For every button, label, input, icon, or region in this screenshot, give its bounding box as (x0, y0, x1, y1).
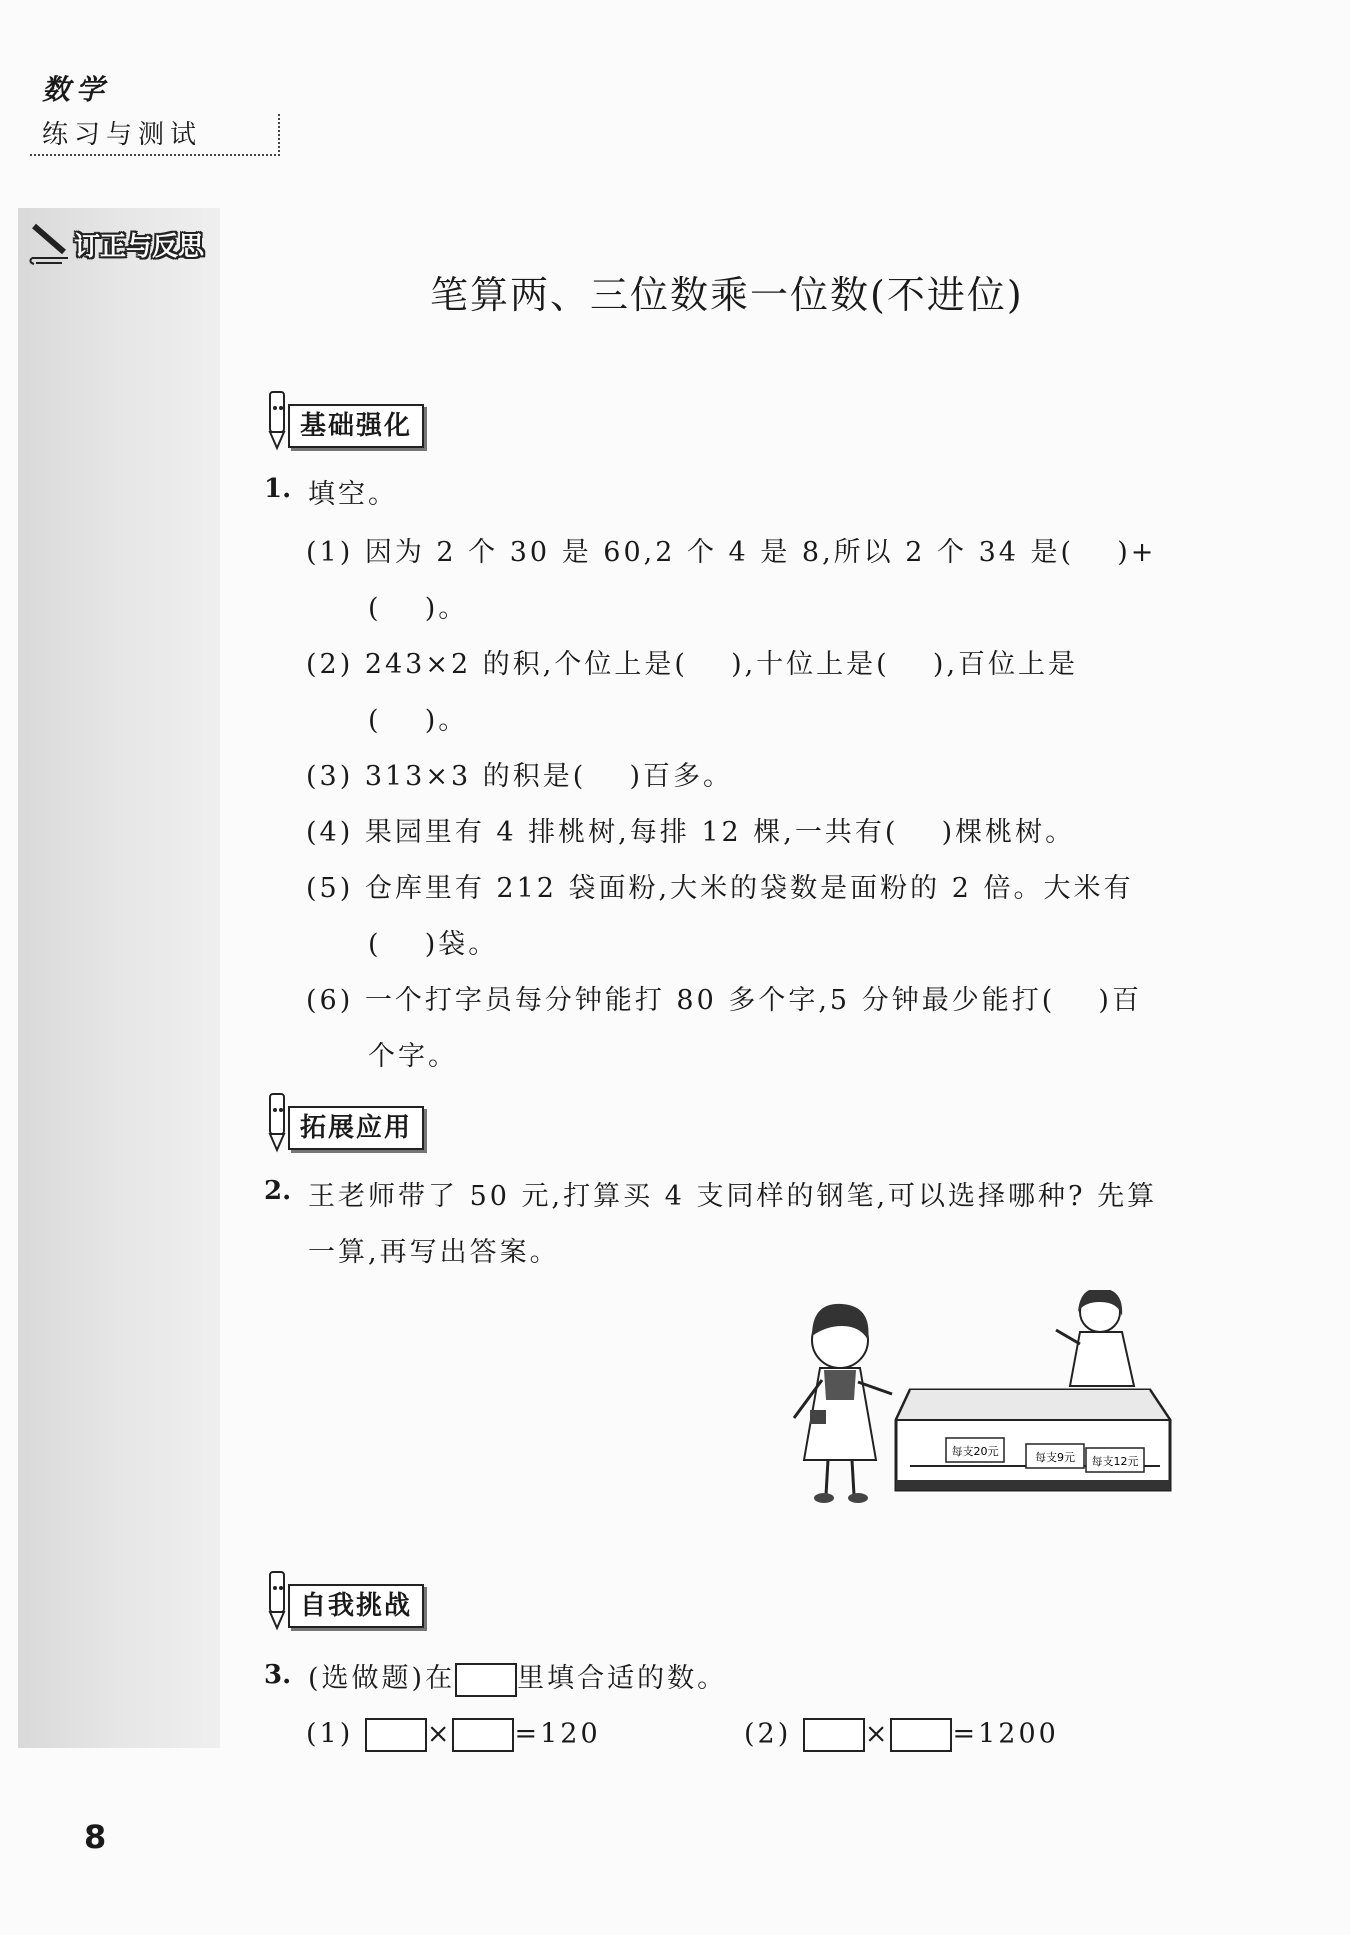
q3-part-1: (1) × =120 (306, 1718, 601, 1752)
q1-item-1-cont: ( )。 (368, 593, 469, 624)
q1-item-6-cont: 个字。 (368, 1041, 458, 1072)
pencil-icon (28, 222, 74, 266)
q1-item-5-cont: ( )袋。 (368, 929, 499, 960)
book-title: 数学 (42, 73, 111, 106)
q1-item-5: (5) 仓库里有 212 袋面粉,大米的袋数是面粉的 2 倍。大米有 (306, 873, 1134, 904)
q1-item-2-cont: ( )。 (368, 705, 469, 736)
price-tag: 每支12元 (1091, 1455, 1139, 1468)
section-basic-header (262, 388, 452, 452)
answer-box[interactable] (452, 1718, 514, 1752)
question-number: 2. (264, 1176, 292, 1206)
q3-stem: (选做题)在 里填合适的数。 (308, 1656, 727, 1697)
question-number: 1. (264, 474, 292, 504)
section-challenge-header (262, 1568, 452, 1632)
section-basic-label: 基础强化 (288, 404, 424, 448)
correction-sidebar (18, 208, 220, 1748)
answer-box[interactable] (455, 1663, 517, 1697)
price-tag: 每支9元 (1035, 1451, 1075, 1464)
section-extend-label: 拓展应用 (288, 1106, 424, 1150)
answer-box[interactable] (890, 1718, 952, 1752)
section-challenge-label: 自我挑战 (288, 1584, 424, 1628)
girl-figure (794, 1304, 892, 1503)
book-subtitle: 练习与测试 (42, 120, 203, 150)
q1-item-1: (1) 因为 2 个 30 是 60,2 个 4 是 8,所以 2 个 34 是( )+ (306, 537, 1157, 568)
page-title: 笔算两、三位数乘一位数(不进位) (430, 273, 1024, 317)
q2-line-1: 王老师带了 50 元,打算买 4 支同样的钢笔,可以选择哪种? 先算 (308, 1181, 1158, 1212)
answer-box[interactable] (365, 1718, 427, 1752)
shop-illustration (780, 1290, 1180, 1530)
q1-item-6: (6) 一个打字员每分钟能打 80 多个字,5 分钟最少能打( )百 (306, 985, 1142, 1016)
question-stem: 填空。 (308, 479, 398, 510)
sidebar-label-text: 订正与反思 (74, 232, 205, 262)
q1-item-3: (3) 313×3 的积是( )百多。 (306, 761, 734, 792)
sidebar-label (28, 222, 218, 266)
question-number: 3. (264, 1660, 292, 1690)
q2-line-2: 一算,再写出答案。 (308, 1237, 560, 1268)
q3-part-2: (2) × =1200 (744, 1718, 1059, 1752)
display-case (896, 1390, 1170, 1490)
price-tag: 每支20元 (951, 1445, 999, 1458)
page-number: 8 (84, 1818, 107, 1856)
q1-item-4: (4) 果园里有 4 排桃树,每排 12 棵,一共有( )棵桃树。 (306, 817, 1076, 848)
q1-item-2: (2) 243×2 的积,个位上是( ),十位上是( ),百位上是 (306, 649, 1079, 680)
book-subtitle-box (30, 114, 280, 156)
section-extend-header (262, 1090, 452, 1154)
shop-assistant-figure (1056, 1290, 1134, 1386)
answer-box[interactable] (803, 1718, 865, 1752)
